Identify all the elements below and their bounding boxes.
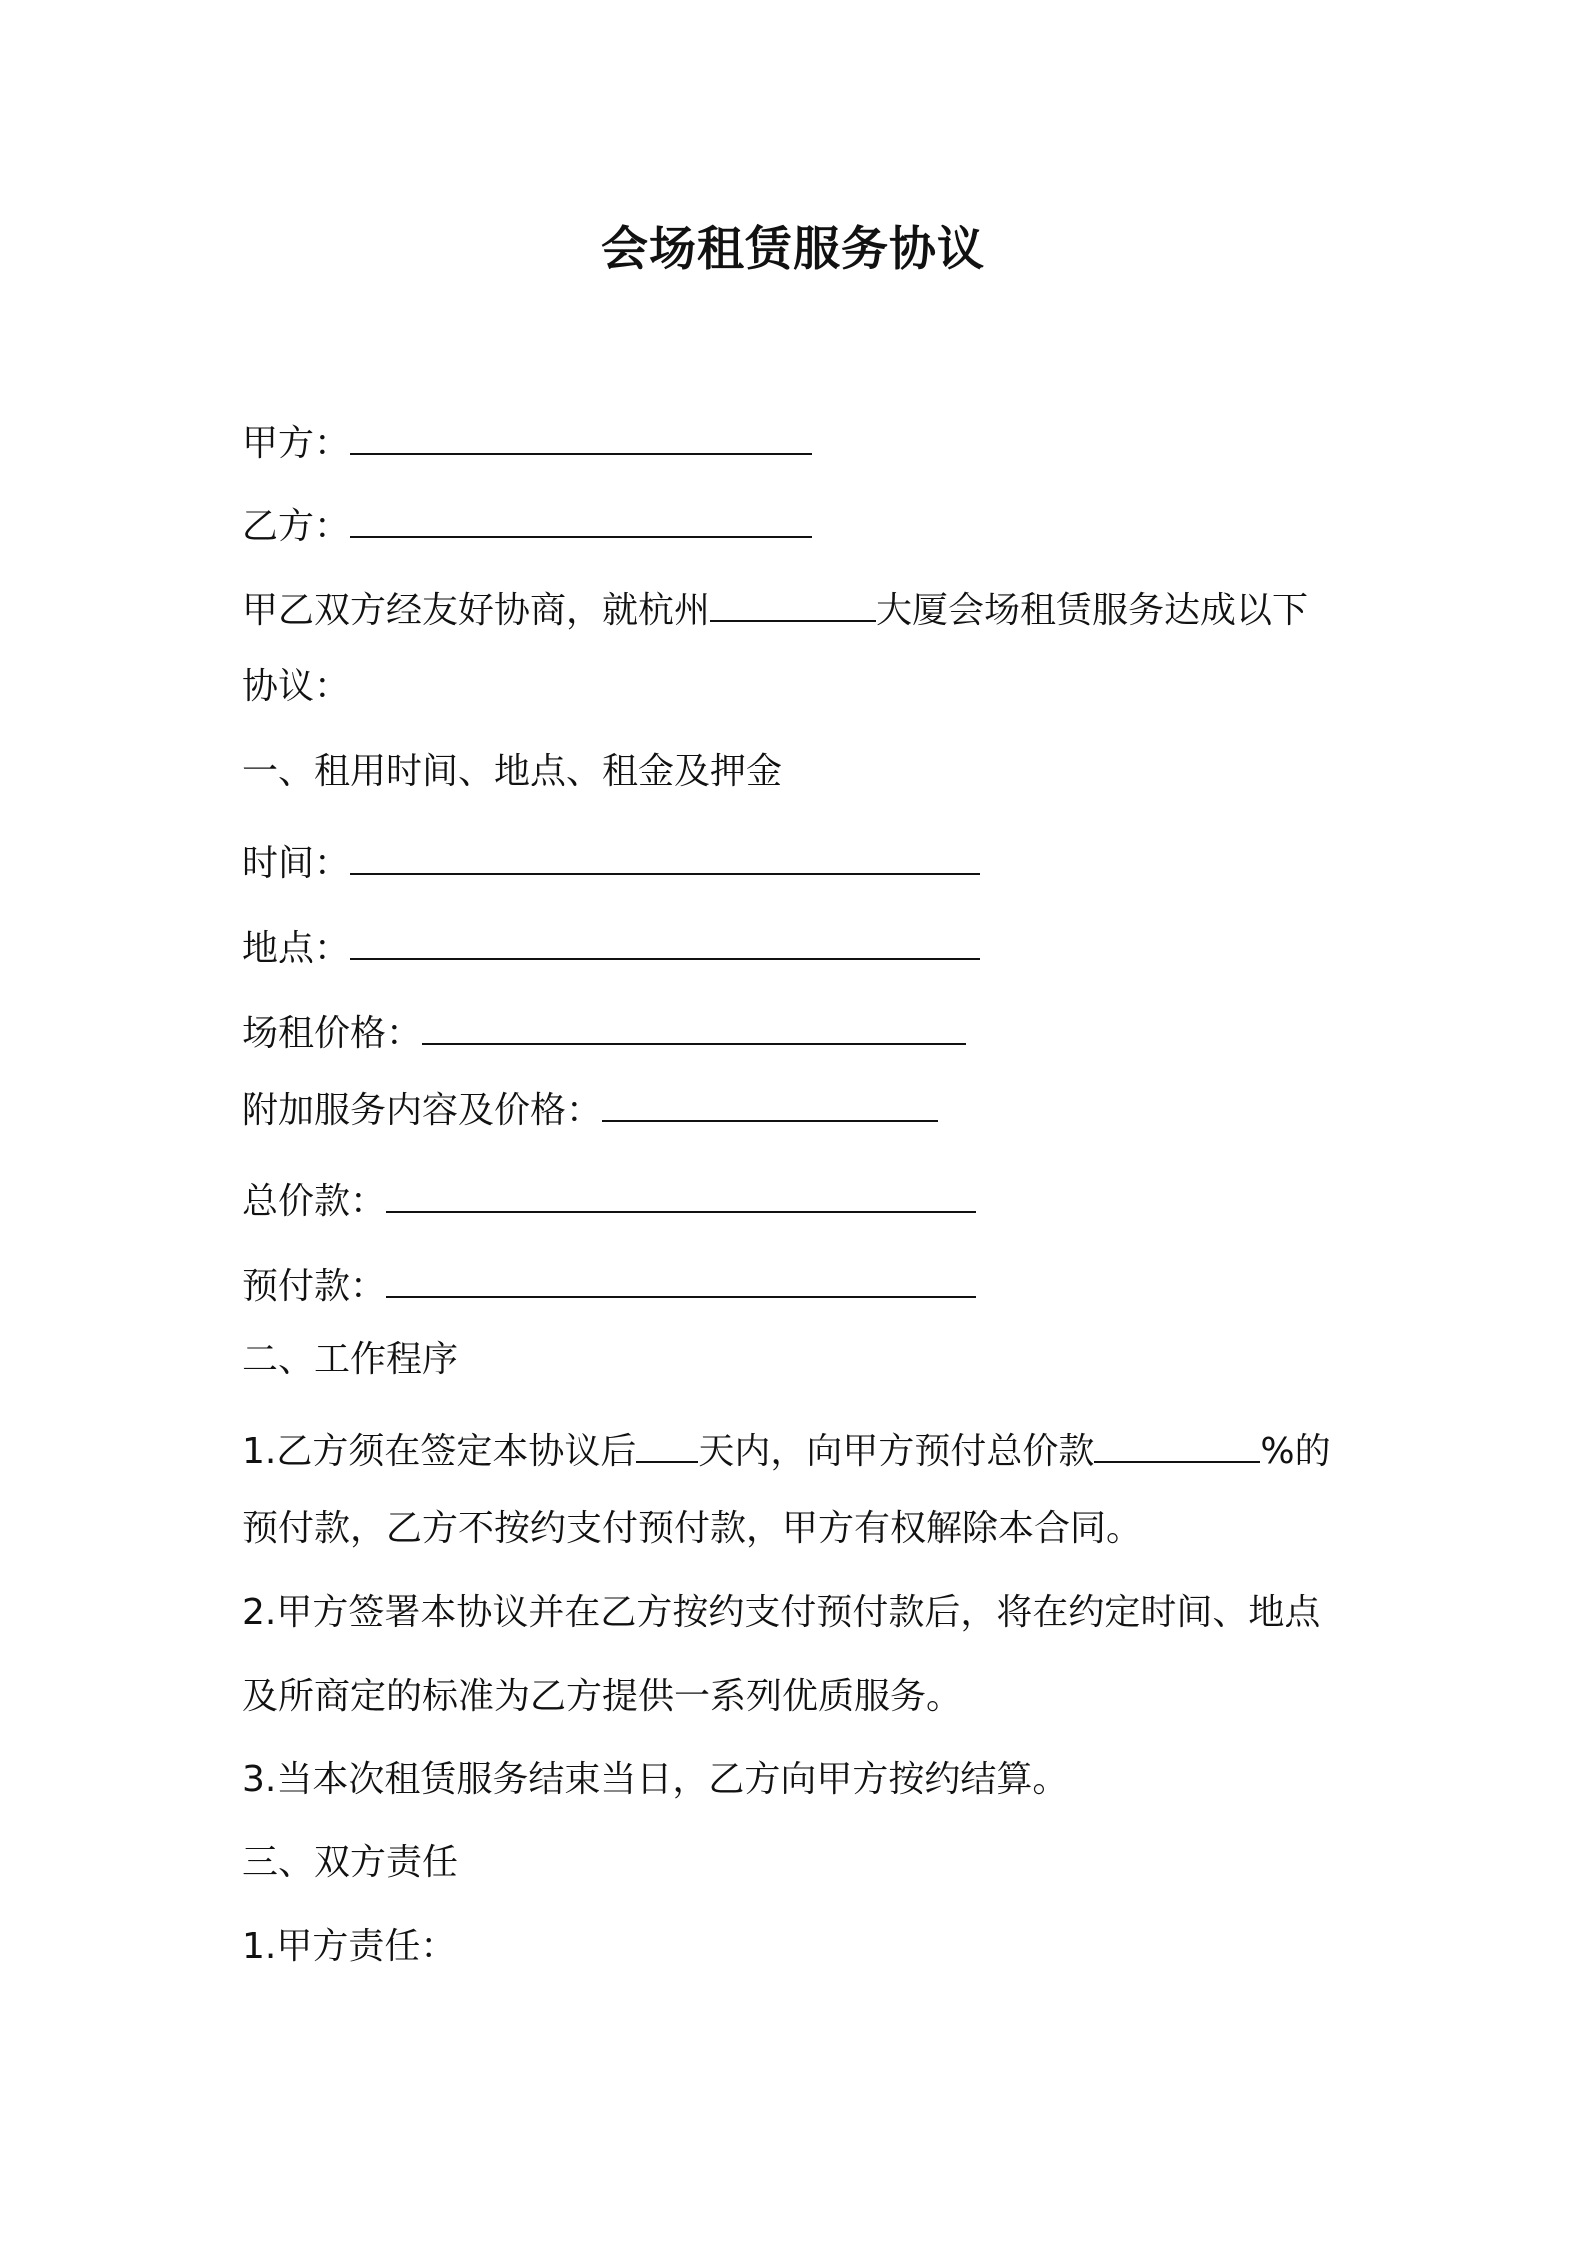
rent-blank xyxy=(422,1003,966,1045)
place-label: 地点： xyxy=(242,928,351,969)
responsibility-item-1: 1.甲方责任： xyxy=(242,1926,457,1967)
place-blank xyxy=(350,918,980,960)
time-blank xyxy=(350,833,980,875)
building-name-blank xyxy=(710,580,876,622)
prepay-blank xyxy=(386,1256,976,1298)
place-line xyxy=(242,918,980,973)
procedure-item-2-line-1: 2.甲方签署本协议并在乙方按约支付预付款后，将在约定时间、地点 xyxy=(242,1592,1321,1633)
party-a-label: 甲方： xyxy=(242,423,351,464)
rent-label: 场租价格： xyxy=(242,1013,423,1054)
procedure-item-1-text-b: 天内，向甲方预付总价款 xyxy=(698,1431,1095,1472)
procedure-item-3: 3.当本次租赁服务结束当日，乙方向甲方按约结算。 xyxy=(242,1759,1069,1800)
intro-line-2: 协议： xyxy=(242,666,351,707)
party-b-blank xyxy=(350,496,812,538)
document-title: 会场租赁服务协议 xyxy=(601,222,985,277)
intro-line-1 xyxy=(242,580,1308,635)
extra-service-label: 附加服务内容及价格： xyxy=(242,1090,603,1131)
party-b-label: 乙方： xyxy=(242,506,351,547)
procedure-item-1-line-1 xyxy=(242,1421,1331,1476)
prepay-line xyxy=(242,1256,976,1311)
party-a-blank xyxy=(350,413,812,455)
prepay-label: 预付款： xyxy=(242,1266,387,1307)
section-3-heading: 三、双方责任 xyxy=(242,1842,459,1883)
total-blank xyxy=(386,1171,976,1213)
intro-text-before: 甲乙双方经友好协商，就杭州 xyxy=(242,590,711,631)
rent-line xyxy=(242,1003,966,1058)
procedure-item-1-text-a: 1.乙方须在签定本协议后 xyxy=(242,1431,637,1472)
procedure-item-1-text-c: %的 xyxy=(1260,1431,1331,1472)
extra-service-blank xyxy=(602,1080,938,1122)
total-line xyxy=(242,1171,976,1226)
percent-blank xyxy=(1094,1421,1260,1463)
total-label: 总价款： xyxy=(242,1181,387,1222)
extra-service-line xyxy=(242,1080,938,1135)
time-line xyxy=(242,833,980,888)
procedure-item-2-line-2: 及所商定的标准为乙方提供一系列优质服务。 xyxy=(242,1676,963,1717)
party-b-line xyxy=(242,496,812,551)
intro-text-after: 大厦会场租赁服务达成以下 xyxy=(876,590,1309,631)
section-1-heading: 一、租用时间、地点、租金及押金 xyxy=(242,751,783,792)
time-label: 时间： xyxy=(242,843,351,884)
days-blank xyxy=(636,1421,698,1463)
party-a-line xyxy=(242,413,812,468)
section-2-heading: 二、工作程序 xyxy=(242,1339,459,1380)
procedure-item-1-line-2: 预付款，乙方不按约支付预付款，甲方有权解除本合同。 xyxy=(242,1508,1143,1549)
